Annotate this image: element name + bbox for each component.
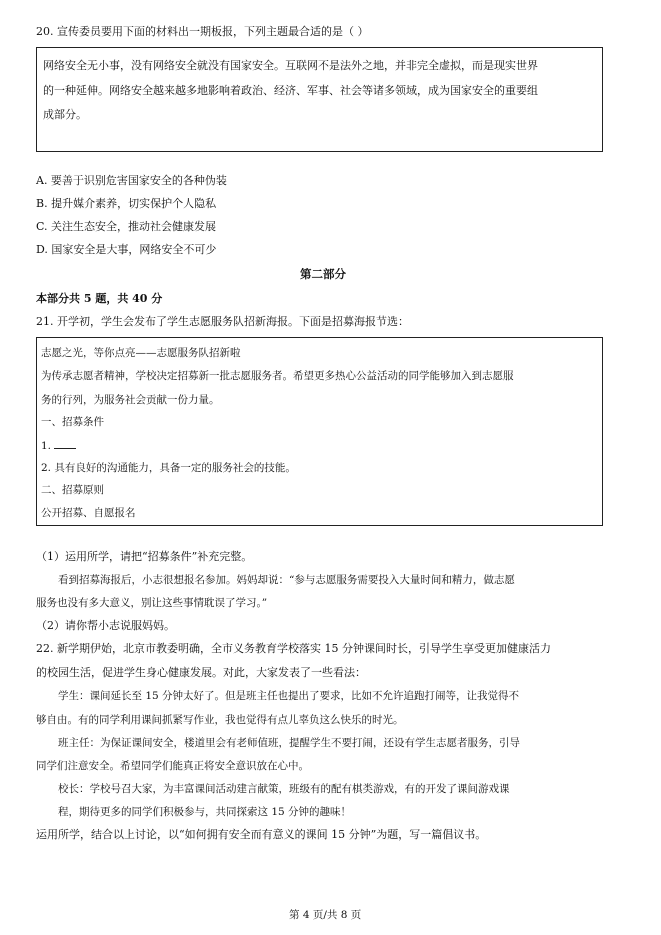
poster-principle: 公开招募、自愿报名 xyxy=(41,507,136,519)
q22-principal-line-1: 校长：学校号召大家，为丰富课间活动建言献策，班级有的配有棋类游戏，有的开发了课间游戏课 xyxy=(58,783,510,795)
poster-title: 志愿之光，等你点亮——志愿服务队招新啦 xyxy=(41,347,241,359)
q20-option-b[interactable]: B. 提升媒介素养，切实保护个人隐私 xyxy=(36,197,217,210)
q21-stem: 21. 开学初，学生会发布了学生志愿服务队招新海报。下面是招募海报节选： xyxy=(36,315,409,328)
q22-student-line-2: 够自由。有的同学利用课间抓紧写作业，我也觉得有点儿辜负这么快乐的时光。 xyxy=(36,714,404,726)
poster-condition-1 xyxy=(41,438,76,452)
q22-teacher-line-1: 班主任：为保证课间安全，楼道里会有老师值班，提醒学生不要打闹，还设有学生志愿者服务，引导 xyxy=(58,737,520,749)
q22-stem-line-2: 的校园生活，促进学生身心健康发展。对此，大家发表了一些看法： xyxy=(36,666,366,679)
q22-student-line-1: 学生：课间延长至 15 分钟太好了。但是班主任也提出了要求，比如不允许追跑打闹等，让我觉得不 xyxy=(58,690,520,702)
q21-sub1: （1）运用所学，请把“招募条件”补充完整。 xyxy=(36,550,253,563)
q21-sub2: （2）请你帮小志说服妈妈。 xyxy=(36,619,175,632)
page-number: 第 4 页/共 8 页 xyxy=(289,909,362,921)
poster-condition-1-blank[interactable] xyxy=(54,438,76,449)
q20-material-line-3: 成部分。 xyxy=(43,108,87,121)
poster-section-principles: 二、招募原则 xyxy=(41,484,104,496)
poster-section-conditions: 一、招募条件 xyxy=(41,416,104,428)
q20-material-box xyxy=(36,47,603,152)
q22-teacher-line-2: 同学们注意安全。希望同学们能真正将安全意识放在心中。 xyxy=(36,760,309,772)
q21-scenario-line-1: 看到招募海报后，小志很想报名参加。妈妈却说：“参与志愿服务需要投入大量时间和精力，做志愿 xyxy=(58,574,515,586)
q22-task: 运用所学，结合以上讨论，以“如何拥有安全而有意义的课间 15 分钟”为题，写一篇倡议书。 xyxy=(36,828,487,841)
q21-scenario-line-2: 服务也没有多大意义，别让这些事情耽误了学习。” xyxy=(36,597,268,609)
poster-condition-1-number: 1. xyxy=(41,440,52,452)
poster-condition-2: 2. 具有良好的沟通能力，具备一定的服务社会的技能。 xyxy=(41,462,296,474)
q20-material-line-2: 的一种延伸。网络安全越来越多地影响着政治、经济、军事、社会等诸多领域，成为国家安全的重要组 xyxy=(43,84,538,97)
q20-stem: 20. 宣传委员要用下面的材料出一期板报，下列主题最合适的是（ ） xyxy=(36,25,369,38)
part2-title: 第二部分 xyxy=(300,267,346,281)
q22-stem-line-1: 22. 新学期伊始，北京市教委明确，全市义务教育学校落实 15 分钟课间时长，引导学生享受更加健康活力 xyxy=(36,642,551,655)
q20-option-a[interactable]: A. 要善于识别危害国家安全的各种伪装 xyxy=(36,174,227,187)
q20-option-d[interactable]: D. 国家安全是大事，网络安全不可少 xyxy=(36,243,217,256)
part2-subtitle: 本部分共 5 题，共 40 分 xyxy=(36,292,163,305)
q21-poster-box xyxy=(36,337,603,526)
poster-intro-line-2: 务的行列，为服务社会贡献一份力量。 xyxy=(41,394,220,406)
q22-principal-line-2: 程，期待更多的同学们积极参与，共同探索这 15 分钟的趣味！ xyxy=(58,806,352,818)
poster-intro-line-1: 为传承志愿者精神，学校决定招募新一批志愿服务者。希望更多热心公益活动的同学能够加入到志愿服 xyxy=(41,370,514,382)
q20-option-c[interactable]: C. 关注生态安全，推动社会健康发展 xyxy=(36,220,217,233)
q20-material-line-1: 网络安全无小事，没有网络安全就没有国家安全。互联网不是法外之地，并非完全虚拟，而是现实世界 xyxy=(43,59,538,72)
